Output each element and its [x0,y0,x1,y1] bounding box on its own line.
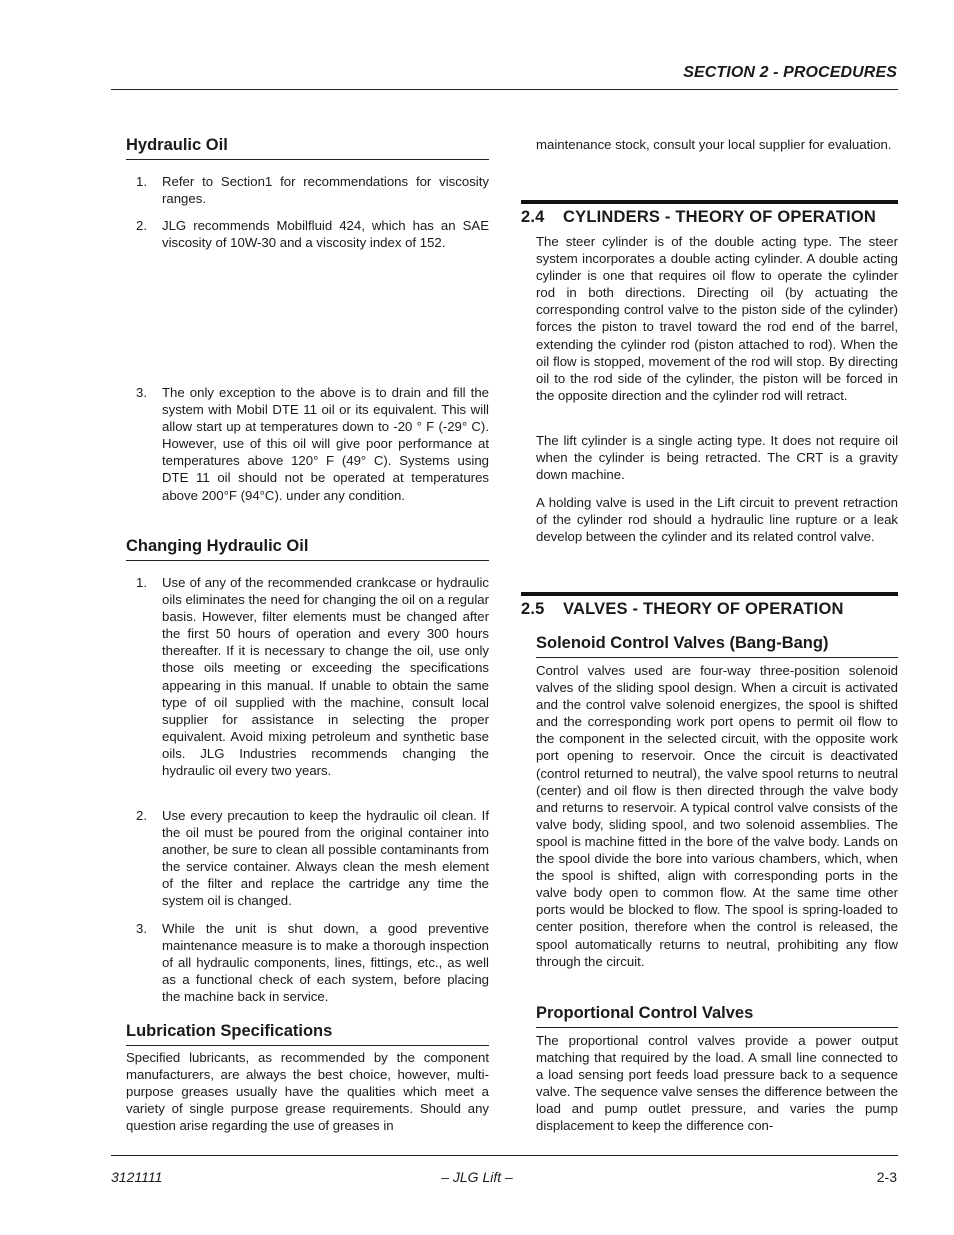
item-number: 1. [136,575,147,590]
item-text: While the unit is shut down, a good preventive maintenance measure is to make a thorough inspection of all hydraulic components, lines, fittings, etc., as well as a functional check of each system, before placing the machine back in service. [162,921,489,1005]
item-number: 3. [136,921,147,936]
hydraulic-oil-item-2 [136,217,489,251]
item-number: 1. [136,174,147,189]
section-number: 2.5 [521,600,545,618]
cylinders-para-1: The steer cylinder is of the double acting type. The steer system incorporates a double acting cylinder. A double acting cylinder is one that requires oil flow to operate the cylinder rod in both directions. Directing oil (by actuating the corresponding control valve to the piston side of the cylinder) forces the piston to travel toward the rod end of the barrel, extending the cylinder rod (piston attached to rod). When the oil flow is stopped, movement of the rod will stop. By directing oil to the rod side of the cylinder, the piston will be forced in the opposite direction and the cylinder rod will retract. [536,234,898,403]
item-text: Use every precaution to keep the hydraulic oil clean. If the oil must be poured from the original container into another, be sure to clean all possible contaminants from the service container. Always clean the mesh element of the filter and replace the cartridge any time the system oil is changed. [162,808,489,909]
section-title: VALVES - THEORY OF OPERATION [563,600,844,618]
solenoid-valves-heading: Solenoid Control Valves (Bang-Bang) [536,634,898,658]
item-number: 2. [136,218,147,233]
changing-oil-item-1 [136,574,489,779]
changing-oil-item-3 [136,920,489,1005]
cylinders-section-heading [521,200,898,227]
section-title: CYLINDERS - THEORY OF OPERATION [563,208,876,226]
header-rule [111,89,898,90]
cylinders-para-3: A holding valve is used in the Lift circuit to prevent retraction of the cylinder rod should a hydraulic line rupture or a leak develop between the cylinder and its related control valve. [536,495,898,545]
changing-oil-item-2 [136,807,489,910]
lubrication-heading: Lubrication Specifications [126,1022,489,1046]
hydraulic-oil-item-1 [136,173,489,207]
proportional-valves-heading: Proportional Control Valves [536,1004,898,1028]
item-number: 2. [136,808,147,823]
proportional-valves-text: The proportional control valves provide a power output matching that required by the load. A small line connected to a load sensing port feeds load pressure back to a sequence valve. The sequence valve senses the difference between the load and pump outlet pressure, and varies the pump displacement to keep the difference con- [536,1033,898,1134]
footer-brand: – JLG Lift – [441,1169,513,1185]
solenoid-valves-text: Control valves used are four-way three-position solenoid valves of the sliding spool design. When a circuit is activated and the control valve solenoid energizes, the spool is shifted and the corresponding work port opens to permit oil flow to the component in the selected circuit, with the opposite work port opening to reservoir. Once the circuit is deactivated (control returned to neutral), the valve spool returns to neutral (center) and oil flow is then directed through the valve body and returns to reservoir. A typical control valve consists of the valve body, sliding spool, and two solenoid assemblies. The spool is machine fitted in the bore of the valve body. Lands on the spool divide the bore into various chambers, which, when the spool is shifted, align with corresponding ports in the valve body open to common flow. At the same time other ports would be blocked to flow. The spool is spring-loaded to center position, therefore when the control is released, the spool automatically returns to neutral, prohibiting any flow through the circuit. [536,663,898,969]
section-number: 2.4 [521,208,545,226]
item-number: 3. [136,385,147,400]
document-number: 3121111 [111,1169,163,1185]
changing-oil-heading: Changing Hydraulic Oil [126,537,489,561]
lubrication-text: Specified lubricants, as recommended by the component manufacturers, are always the best choice, however, multi-purpose greases usually have the qualities which meet a variety of single purpose grease requirements. Should any question arise regarding the use of greases in [126,1050,489,1134]
continued-text: maintenance stock, consult your local supplier for evaluation. [536,137,892,152]
cylinders-para-2: The lift cylinder is a single acting type. It does not require oil when the cylinder is being retracted. The CRT is a gravity down machine. [536,433,898,483]
hydraulic-oil-heading: Hydraulic Oil [126,136,489,160]
hydraulic-oil-item-3 [136,384,489,504]
page-number: 2-3 [876,1169,897,1185]
section-header: SECTION 2 - PROCEDURES [683,64,897,81]
valves-section-heading [521,592,898,619]
item-text: Refer to Section1 for recommendations for viscosity ranges. [162,174,489,207]
item-text: The only exception to the above is to drain and fill the system with Mobil DTE 11 oil or its equivalent. This will allow start up at temperatures down to -20 ° F (-29° C). However, use of this oil will give poor performance at temperatures above 120° F (49° C). Systems using DTE 11 oil should not be operated at temperatures above 200°F (94°C). under any condition. [162,385,489,503]
item-text: JLG recommends Mobilfluid 424, which has an SAE viscosity of 10W-30 and a viscosity index of 152. [162,218,489,251]
item-text: Use of any of the recommended crankcase or hydraulic oils eliminates the need for changing the oil on a regular basis. However, filter elements must be changed after the first 50 hours of operation and every 300 hours thereafter. If it is necessary to change the oil, use only those oils meeting or exceeding the specifications appearing in this manual. If unable to obtain the same type of oil supplied with the machine, consult local supplier for assistance in selecting the proper equivalent. Avoid mixing petroleum and synthetic base oils. JLG Industries recommends changing the hydraulic oil every two years. [162,575,489,779]
footer-rule [111,1155,898,1156]
